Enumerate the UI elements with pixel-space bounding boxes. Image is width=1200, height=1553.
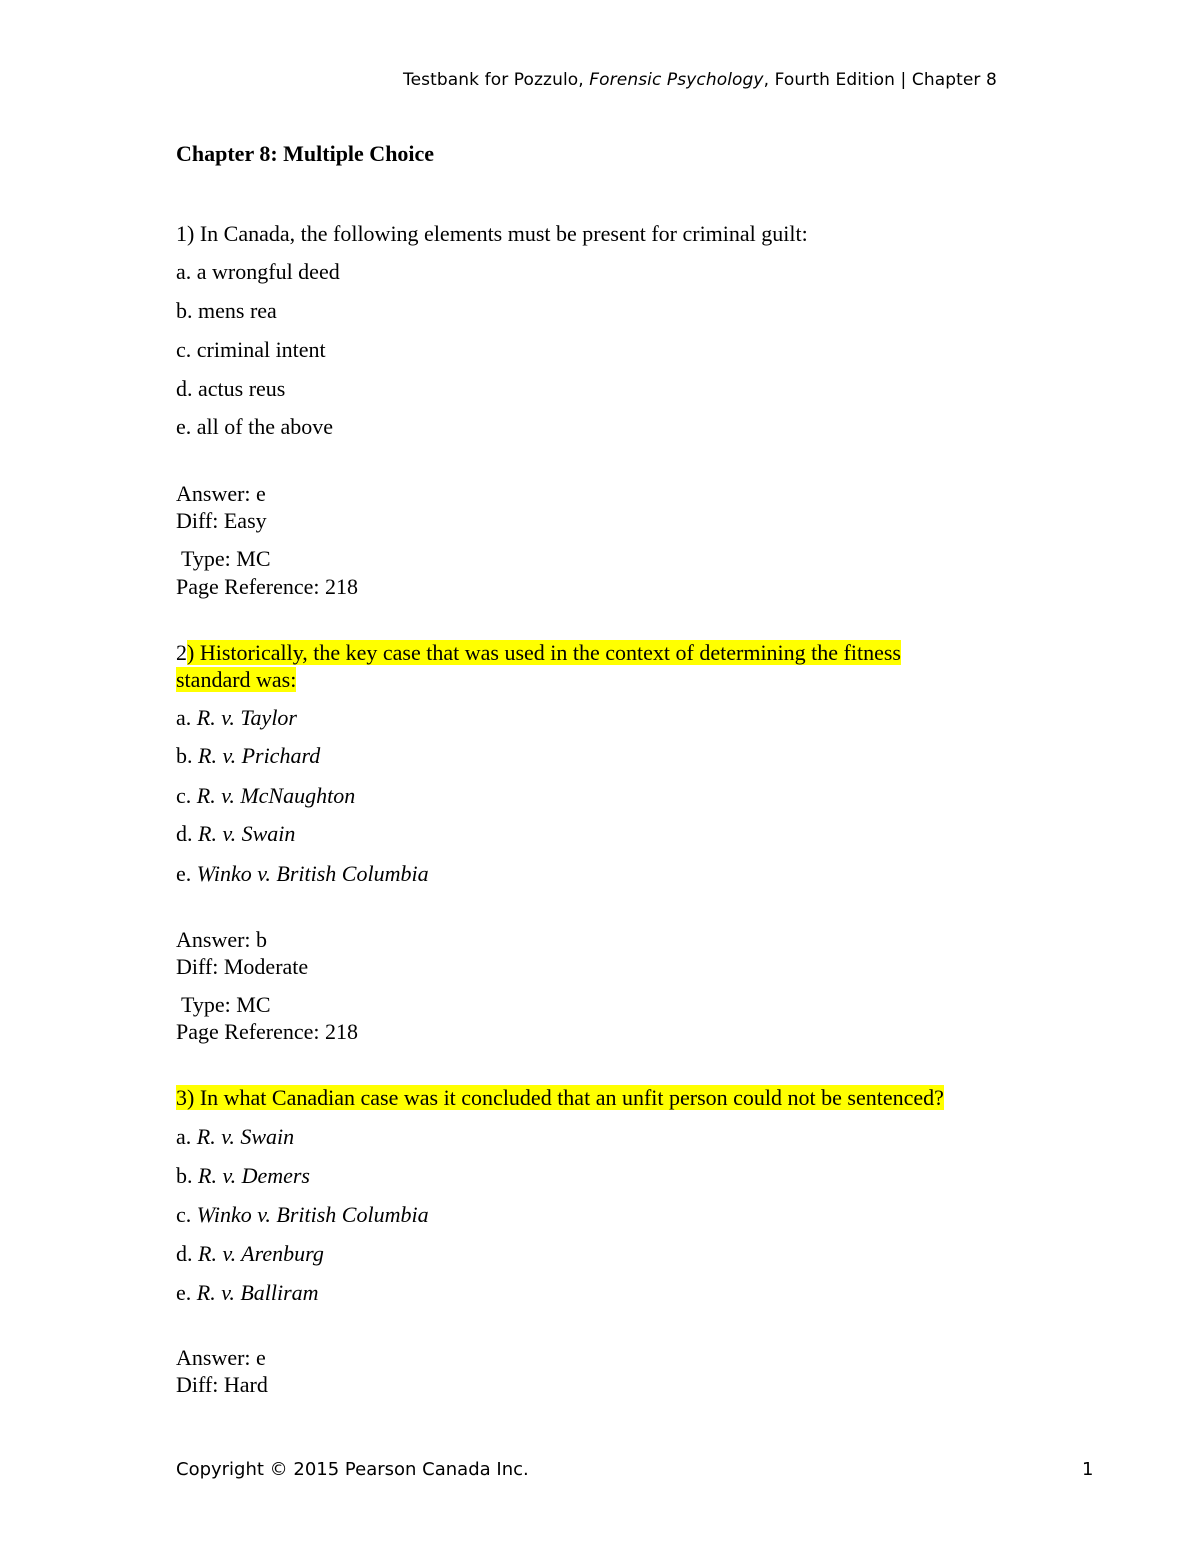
question-2-stem — [176, 639, 976, 693]
question-3-answer: Answer: e — [176, 1345, 266, 1370]
question-1-answer: Answer: e — [176, 481, 266, 506]
question-3-text: In what Canadian case was it concluded that an unfit person could not be sentenced? — [194, 1085, 944, 1110]
question-2-page-reference: Page Reference: 218 — [176, 1019, 359, 1044]
question-3-option-a: a. R. v. Swain — [176, 1124, 295, 1149]
question-1-type: Type: MC — [181, 546, 271, 571]
question-2-type: Type: MC — [181, 992, 271, 1017]
question-3-number: 3) — [176, 1085, 195, 1110]
footer-page-number: 1 — [1082, 1459, 1094, 1480]
question-1-option-b: b. mens rea — [176, 298, 277, 323]
question-1-number: 1) — [176, 221, 195, 246]
footer-copyright: Copyright © 2015 Pearson Canada Inc. — [176, 1459, 529, 1480]
question-2-text: ) Historically, the key case that was used in the context of determining the fitness standard was: — [176, 640, 901, 692]
question-2-option-b: b. R. v. Prichard — [176, 743, 321, 768]
header-book-title: Forensic Psychology — [589, 70, 764, 90]
question-3-option-b: b. R. v. Demers — [176, 1163, 310, 1188]
question-2-option-e: e. Winko v. British Columbia — [176, 861, 429, 886]
header-suffix: , Fourth Edition | Chapter 8 — [763, 70, 997, 90]
running-header — [403, 70, 997, 90]
chapter-title: Chapter 8: Multiple Choice — [176, 141, 435, 166]
question-2-number: 2 — [176, 640, 187, 665]
header-prefix: Testbank for Pozzulo, — [403, 70, 590, 90]
question-1-option-e: e. all of the above — [176, 414, 333, 439]
question-3-option-c: c. Winko v. British Columbia — [176, 1202, 429, 1227]
question-3-option-e: e. R. v. Balliram — [176, 1280, 319, 1305]
question-3-difficulty: Diff: Hard — [176, 1372, 268, 1397]
question-1-option-c: c. criminal intent — [176, 337, 326, 362]
question-3-option-d: d. R. v. Arenburg — [176, 1241, 324, 1266]
question-2-difficulty: Diff: Moderate — [176, 954, 309, 979]
question-1-option-a: a. a wrongful deed — [176, 259, 340, 284]
question-1-stem — [176, 221, 808, 247]
question-3-stem — [176, 1085, 944, 1111]
question-1-option-d: d. actus reus — [176, 376, 286, 401]
question-1-difficulty: Diff: Easy — [176, 508, 267, 533]
question-2-option-d: d. R. v. Swain — [176, 821, 296, 846]
question-1-page-reference: Page Reference: 218 — [176, 574, 359, 599]
question-2-option-c: c. R. v. McNaughton — [176, 783, 356, 808]
question-2-answer: Answer: b — [176, 927, 268, 952]
question-1-text: In Canada, the following elements must be present for criminal guilt: — [194, 221, 808, 246]
question-2-option-a: a. R. v. Taylor — [176, 705, 297, 730]
